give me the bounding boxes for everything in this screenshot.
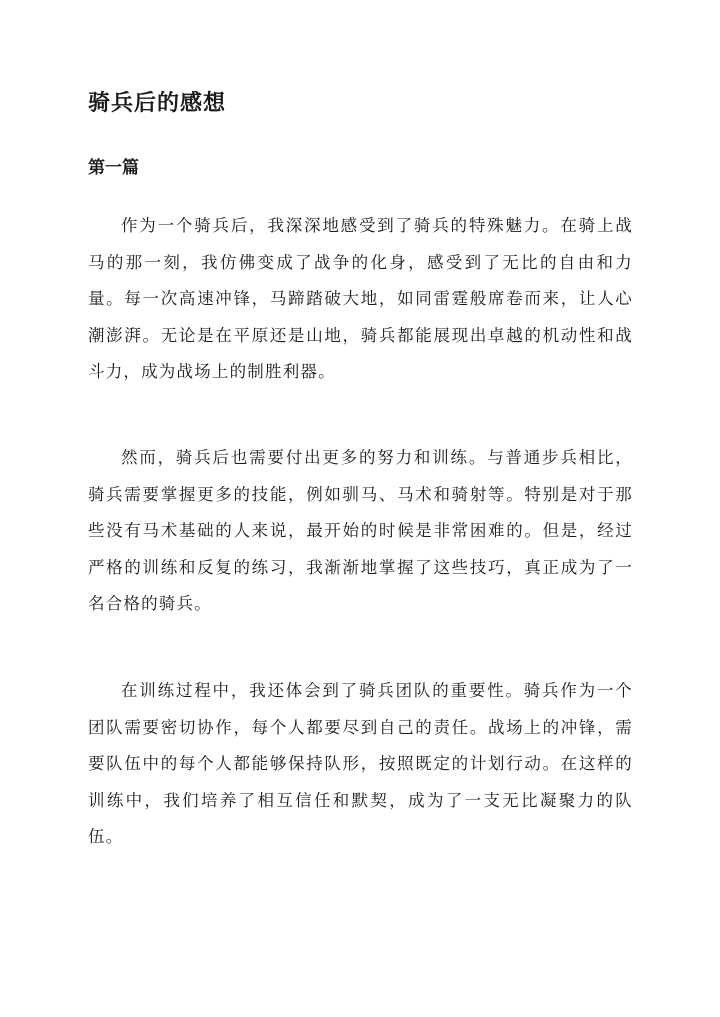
- paragraph: 然而，骑兵后也需要付出更多的努力和训练。与普通步兵相比，骑兵需要掌握更多的技能，例如驯马、马术和骑射等。特别是对于那些没有马术基础的人来说，最开始的时候是非常困难的。但是，经过严格的训练和反复的练习，我渐渐地掌握了这些技巧，真正成为了一名合格的骑兵。: [88, 448, 633, 613]
- paragraph: 作为一个骑兵后，我深深地感受到了骑兵的特殊魅力。在骑上战马的那一刻，我仿佛变成了战争的化身，感受到了无比的自由和力量。每一次高速冲锋，马蹄踏破大地，如同雷霆般席卷而来，让人心潮澎湃。无论是在平原还是山地，骑兵都能展现出卓越的机动性和战斗力，成为战场上的制胜利器。: [88, 216, 633, 381]
- paragraph: 在训练过程中，我还体会到了骑兵团队的重要性。骑兵作为一个团队需要密切协作，每个人都要尽到自己的责任。战场上的冲锋，需要队伍中的每个人都能够保持队形，按照既定的计划行动。在这样的训练中，我们培养了相互信任和默契，成为了一支无比凝聚力的队伍。: [88, 681, 633, 846]
- document-title: 骑兵后的感想: [88, 90, 227, 116]
- section-title: 第一篇: [88, 158, 139, 178]
